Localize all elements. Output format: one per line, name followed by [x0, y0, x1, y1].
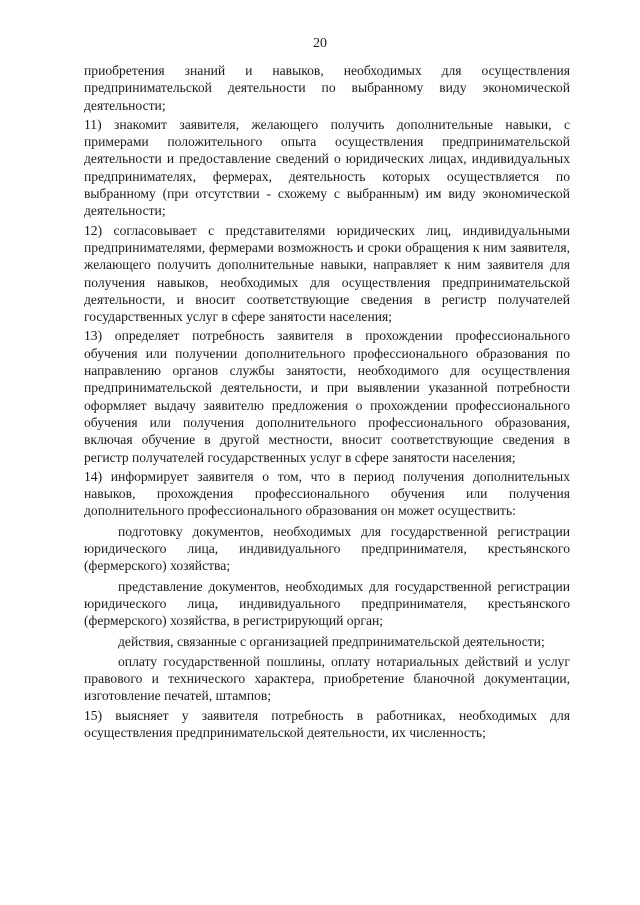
- paragraph-continuation: приобретения знаний и навыков, необходимых для осуществления предпринимательской деятельности по выбранному виду экономической деятельности;: [84, 63, 570, 113]
- paragraph-subitem-document-submission: представление документов, необходимых для государственной регистрации юридического лица, индивидуального предпринимателя, крестьянского (фермерского) хозяйства, в регистрирующий орган;: [84, 578, 570, 629]
- document-body: [84, 60, 570, 741]
- paragraph-subitem-organization-actions: действия, связанные с организацией предпринимательской деятельности;: [118, 633, 545, 649]
- page-number: 20: [313, 36, 327, 51]
- paragraph-subitem-document-preparation: подготовку документов, необходимых для государственной регистрации юридического лица, индивидуального предпринимателя, крестьянского (фермерского) хозяйства;: [84, 523, 570, 574]
- paragraph-item-15: 15) выясняет у заявителя потребность в работниках, необходимых для осуществления предпринимательской деятельности, их численность;: [84, 707, 570, 740]
- paragraph-item-13: 13) определяет потребность заявителя в прохождении профессионального обучения или получении дополнительного профессионального образования по направлению органов службы занятости, необходимого для осуществления предпринимательской деятельности, и при выявлении указанной потребности оформляет выдачу заявителю предложения о прохождении профессионального обучения или получения дополнительного профессионального образования, включая обучение в другой местности, вносит соответствующие сведения в регистр получателей государственных услуг в сфере занятости населения;: [84, 328, 570, 465]
- paragraph-item-11: 11) знакомит заявителя, желающего получить дополнительные навыки, с примерами положительного опыта осуществления предпринимательской деятельности и предоставление сведений о юридических лицах, индивидуальных предпринимателях, фермерах, деятельность которых осуществляется по выбранному (при отсутствии - схожему с выбранным) им виду экономической деятельности;: [84, 116, 570, 219]
- paragraph-item-12: 12) согласовывает с представителями юридических лиц, индивидуальными предпринимателями, фермерами возможность и сроки обращения к ним заявителя, желающего получить дополнительные навыки, направляет к ним заявителя для получения навыков, необходимых для осуществления предпринимательской деятельности, и вносит соответствующие сведения в регистр получателей государственных услуг в сфере занятости населения;: [84, 222, 570, 325]
- paragraph-subitem-fees-payment: оплату государственной пошлины, оплату нотариальных действий и услуг правового и технического характера, приобретение бланочной документации, изготовление печатей, штампов;: [84, 653, 570, 704]
- paragraph-item-14: 14) информирует заявителя о том, что в период получения дополнительных навыков, прохождения профессионального обучения или получения дополнительного профессионального образования он может осуществить:: [84, 468, 570, 519]
